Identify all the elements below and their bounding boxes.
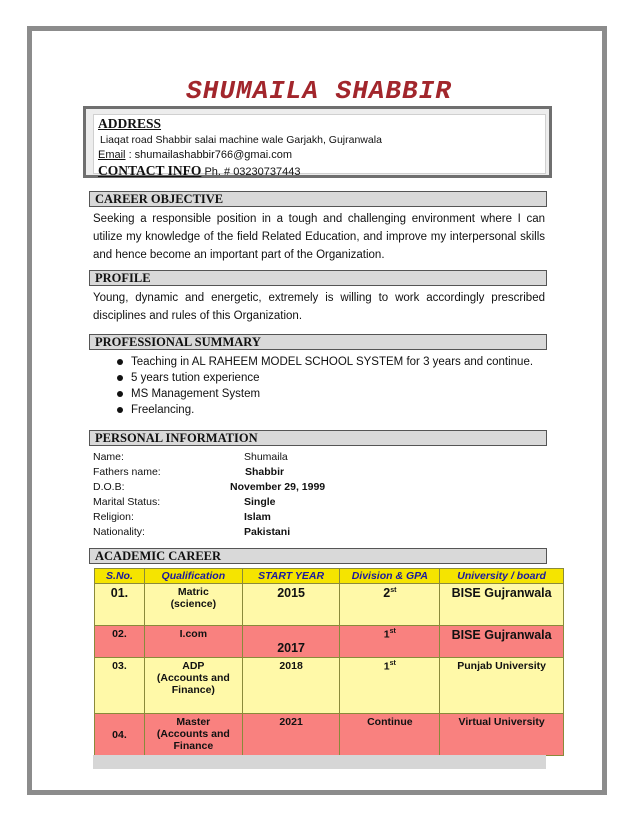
email-value: : shumailashabbir766@gmai.com <box>125 149 292 161</box>
cell-division: 1st <box>340 658 440 714</box>
cell-year: 2021 <box>242 714 340 756</box>
candidate-name: SHUMAILA SHABBIR <box>186 76 452 106</box>
column-header: START YEAR <box>242 569 340 584</box>
column-header: Division & GPA <box>340 569 440 584</box>
info-label: D.O.B: <box>93 481 125 493</box>
cell-board: BISE Gujranwala <box>440 584 564 626</box>
email-line <box>98 149 292 161</box>
column-header: S.No. <box>95 569 145 584</box>
cell-sno: 04. <box>95 714 145 756</box>
info-label: Marital Status: <box>93 496 161 508</box>
cell-division: Continue <box>340 714 440 756</box>
table-row <box>95 714 564 756</box>
bullet-icon <box>117 391 123 397</box>
profile-heading: PROFILE <box>89 270 547 286</box>
cell-board: Punjab University <box>440 658 564 714</box>
cell-year: 2017 <box>242 626 340 658</box>
table-row <box>95 658 564 714</box>
list-item: 5 years tution experience <box>93 370 533 386</box>
personal-information-heading: PERSONAL INFORMATION <box>89 430 547 446</box>
info-label: Name: <box>93 451 124 463</box>
info-value: Islam <box>244 511 271 523</box>
bullet-icon <box>117 375 123 381</box>
info-value: November 29, 1999 <box>230 481 326 493</box>
career-objective-text: Seeking a responsible position in a tough and challenging environment where I can utilize my knowledge of the field Related Education, and improve my interpersonal skills and hence become an important part of the Organization. <box>93 213 545 261</box>
info-label: Fathers name: <box>93 466 161 478</box>
professional-summary-heading: PROFESSIONAL SUMMARY <box>89 334 547 350</box>
cell-division: 1st <box>340 626 440 658</box>
info-value: Shumaila <box>244 451 288 463</box>
cell-sno: 01. <box>95 584 145 626</box>
address-heading: ADDRESS <box>98 116 162 131</box>
table-header-row <box>95 569 564 584</box>
career-objective-heading: CAREER OBJECTIVE <box>89 191 547 207</box>
contact-line <box>98 163 300 179</box>
bullet-icon <box>117 407 123 413</box>
info-value: Single <box>244 496 276 508</box>
table-row <box>95 584 564 626</box>
cell-sno: 02. <box>95 626 145 658</box>
email-label: Email <box>98 149 126 161</box>
contact-heading: CONTACT INFO <box>98 163 202 178</box>
address-box <box>83 106 552 178</box>
cell-qualification: Matric (science) <box>144 584 242 626</box>
cell-board: Virtual University <box>440 714 564 756</box>
cell-division: 2st <box>340 584 440 626</box>
info-value: Shabbir <box>245 466 285 478</box>
cell-year: 2015 <box>242 584 340 626</box>
info-label: Religion: <box>93 511 134 523</box>
info-label: Nationality: <box>93 526 145 538</box>
profile-text: Young, dynamic and energetic, extremely is willing to work accordingly prescribed disciplines and rules of this Organization. <box>93 292 545 322</box>
list-item: Teaching in AL RAHEEM MODEL SCHOOL SYSTEM for 3 years and continue. <box>93 354 533 370</box>
contact-value: Ph. # 03230737443 <box>201 166 301 178</box>
address-line: Liaqat road Shabbir salai machine wale Garjakh, Gujranwala <box>100 134 382 146</box>
info-value: Pakistani <box>244 526 291 538</box>
column-header: University / board <box>440 569 564 584</box>
academic-table <box>94 568 564 756</box>
table-row <box>95 626 564 658</box>
footer-bar <box>93 755 546 769</box>
list-item: Freelancing. <box>93 402 533 418</box>
bullet-icon <box>117 359 123 365</box>
academic-career-heading: ACADEMIC CAREER <box>89 548 547 564</box>
cell-qualification: Master (Accounts and Finance <box>144 714 242 756</box>
cell-sno: 03. <box>95 658 145 714</box>
cell-qualification: I.com <box>144 626 242 658</box>
column-header: Qualification <box>144 569 242 584</box>
cell-board: BISE Gujranwala <box>440 626 564 658</box>
list-item: MS Management System <box>93 386 533 402</box>
cell-qualification: ADP (Accounts and Finance) <box>144 658 242 714</box>
address-inner <box>93 114 546 178</box>
summary-list <box>93 354 533 418</box>
cell-year: 2018 <box>242 658 340 714</box>
